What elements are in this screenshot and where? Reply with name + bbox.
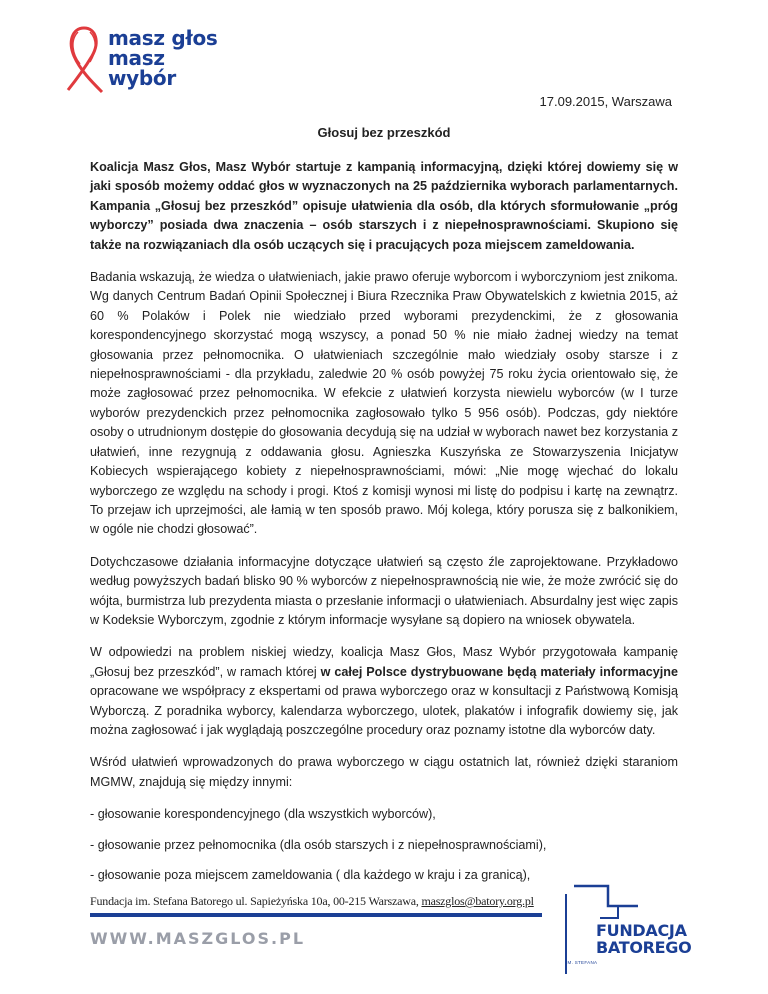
document-title: Głosuj bez przeszkód — [317, 125, 451, 140]
footer-address — [90, 894, 534, 909]
footer-divider — [90, 913, 542, 917]
campaign-text-bold: w całej Polsce dystrybuowane będą materiały informacyjne — [320, 664, 678, 679]
list-item: - głosowanie korespondencyjnego (dla wszystkich wyborców), — [90, 807, 436, 822]
logo-text — [108, 28, 222, 88]
paragraph-campaign — [90, 643, 678, 740]
fundacja-batorego-name — [596, 922, 691, 956]
footer-email-link[interactable]: maszglos@batory.org.pl — [421, 894, 534, 908]
fb-line-2: BATOREGO — [596, 938, 692, 957]
document-date: 17.09.2015, Warszawa — [539, 94, 672, 109]
logo-line-1: masz głos — [108, 26, 218, 50]
campaign-text-start: W odpowiedzi na problem niskiej wiedzy, koalicja Masz Głos, Masz Wybór przygotowała kampanię „Głosuj bez przeszkód”, w ramach której — [90, 645, 678, 679]
fb-line-1: FUNDACJA — [596, 921, 687, 940]
fb-small-text: IM. STEFANA — [566, 960, 598, 965]
lead-paragraph: Koalicja Masz Głos, Masz Wybór startuje z kampanią informacyjną, dzięki której dowiemy się w jaki sposób możemy oddać głos w wyznaczonych na 25 października wyborach parlamentarnych. Kampania „Głosuj bez przeszkód” opisuje ułatwienia dla osób, dla których sformułowanie „próg wyborczy” posiada dwa znaczenia – osób starszych i z niepełnosprawnościami. Skupiono się także na rozwiązaniach dla osób uczących się i pracujących poza miejscem zameldowania. — [90, 160, 678, 252]
footer-address-text: Fundacja im. Stefana Batorego ul. Sapieżyńska 10a, 00-215 Warszawa, — [90, 894, 422, 908]
paragraph-info-actions: Dotychczasowe działania informacyjne dotyczące ułatwień są często źle zaprojektowane. Przykładowo według powyższych badań blisko 90 % wyborców z niepełnosprawnością nie wie, że może zwrócić się do wójta, burmistrza lub prezydenta miasta o przesłanie informacji o ułatwieniach. Absurdalny jest więc zapis w Kodeksie Wyborczym, zgodnie z którym informacje wysyłane są dopiero na wniosek obywatela. — [90, 554, 678, 627]
footer-website[interactable]: WWW.MASZGLOS.PL — [90, 929, 306, 948]
list-item: - głosowanie przez pełnomocnika (dla osób starszych i z niepełnosprawnościami), — [90, 837, 547, 852]
paragraph-research: Badania wskazują, że wiedza o ułatwieniach, jakie prawo oferuje wyborcom i wyborczyniom jest znikoma. Wg danych Centrum Badań Opinii Społecznej i Biura Rzecznika Praw Obywatelskich z kwietnia 2015, aż 60 % Polaków i Polek nie wiedziało przed wyborami prezydenckimi, że z głosowania korespondencyjnego skorzystać mogą wszyscy, a ponad 50 % nie miało żadnej wiedzy na temat głosowania przez pełnomocnika. O ułatwieniach szczególnie mało wiedziały osoby starsze i z niepełnosprawnościami - dla przykładu, zaledwie 20 % osób powyżej 75 roku życia orientowało się, że może zagłosować przez pełnomocnika. W efekcie z ułatwień korzysta niewielu wyborców (w I turze wyborów prezydenckich przez pełnomocnika zagłosowało tylko 5 956 osób). Podczas, gdy niektóre osoby o utrudnionym dostępie do głosowania decydują się na udział w wyborach nawet bez korzystania z ułatwień, inne rezygnują z oddawania głosu. Agnieszka Kuszyńska ze Stowarzyszenia Inicjatyw Kobiecych wspierającego kobiety z niepełnosprawnościami, mówi: „Nie mogę wjechać do lokalu wyborczego ze względu na schody i progi. Ktoś z komisji wynosi mi listę do podpisu i kartę na zewnątrz. To przejaw ich uprzejmości, ale łamią w ten sposób prawo. Mój kolega, który porusza się z balkonikiem, w ogóle nie chodzi głosować”. — [90, 270, 678, 537]
paragraph-facilitations: Wśród ułatwień wprowadzonych do prawa wyborczego w ciągu ostatnich lat, również dzięki staraniom MGMW, znajdują się między innymi: — [90, 755, 678, 789]
list-item: - głosowanie poza miejscem zameldowania ( dla każdego w kraju i za granicą), — [90, 868, 531, 882]
document-body — [90, 158, 678, 896]
masz-glos-logo — [62, 22, 222, 92]
logo-line-2: masz wybór — [108, 46, 176, 90]
campaign-text-end: opracowane we współpracy z ekspertami od prawa wyborczego oraz w konsultacji z Państwową Komisją Wyborczą. Z poradnika wyborcy, kalendarza wyborczego, ulotek, plakatów i infografik dowiemy się, jak można zagłosować i jak wyglądają poszczególne procedury oraz poznamy istotne dla wyborców daty. — [90, 684, 678, 737]
